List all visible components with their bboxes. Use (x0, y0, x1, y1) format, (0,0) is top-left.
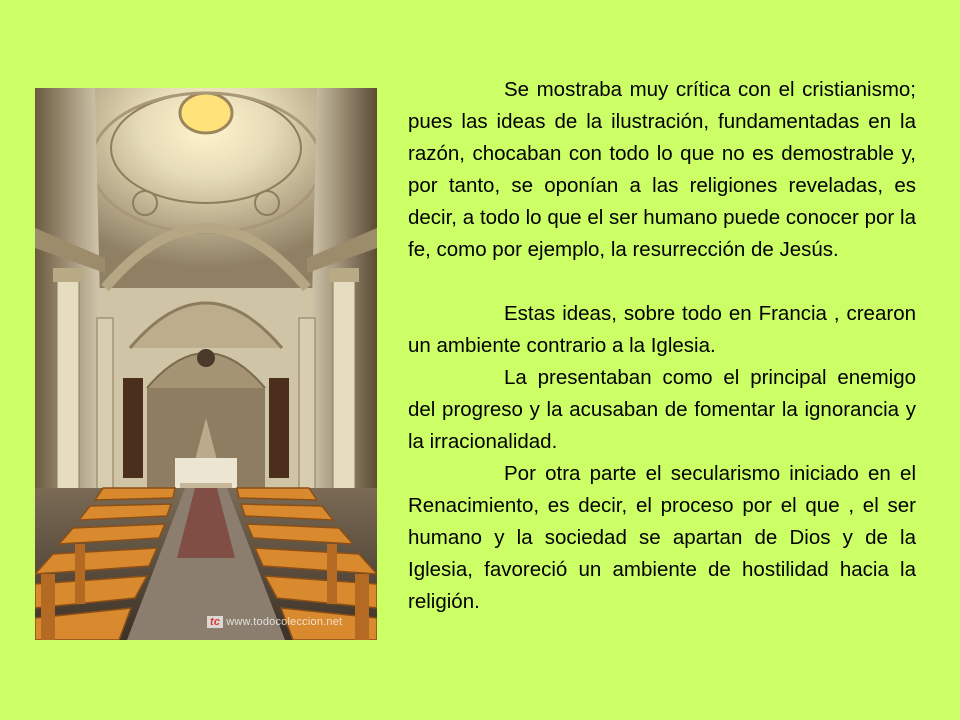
church-interior-illustration (35, 88, 377, 640)
paragraph-4: Por otra parte el secularismo iniciado en el Renacimiento, es decir, el proceso por el que , el ser humano y la sociedad se apartan de Dios y de la Iglesia, favoreció un ambiente de hostilidad hacia la religión. (408, 462, 916, 613)
watermark-text: www.todocoleccion.net (226, 616, 343, 628)
paragraph-2: Estas ideas, sobre todo en Francia , crearon un ambiente contrario a la Iglesia. (408, 302, 916, 357)
photo-watermark (207, 616, 342, 628)
paragraph-1: Se mostraba muy crítica con el cristianismo; pues las ideas de la ilustración, fundamentadas en la razón, chocaban con todo lo que no es demostrable y, por tanto, se oponían a las religiones reveladas, es decir, a todo lo que el ser humano puede conocer por la fe, como por ejemplo, la resurrección de Jesús. (408, 78, 916, 261)
watermark-logo: tc (207, 616, 223, 628)
slide-text (408, 74, 916, 618)
paragraph-3: La presentaban como el principal enemigo del progreso y la acusaban de fomentar la ignorancia y la irracionalidad. (408, 366, 916, 453)
church-interior-photo (35, 88, 377, 640)
